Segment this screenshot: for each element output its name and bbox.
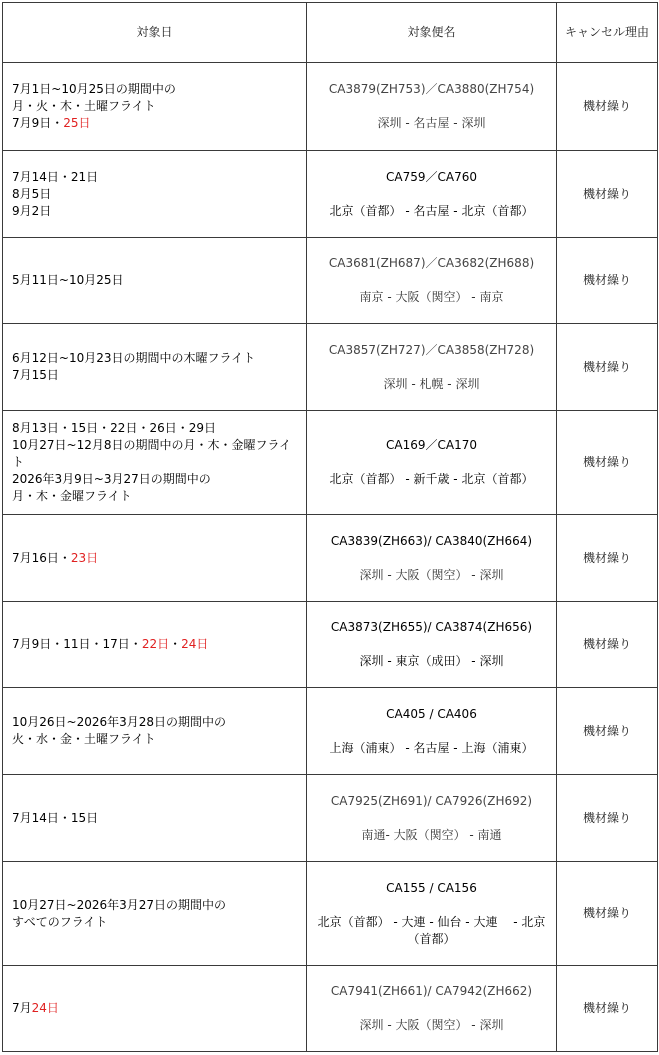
date-line [12, 272, 302, 289]
route: 南通- 大阪（関空） - 南通 [361, 827, 502, 842]
date-text: 7月9日・ [12, 116, 64, 130]
reason-cell: 機材繰り [557, 775, 658, 862]
flight-cell [307, 238, 557, 324]
date-cell [3, 324, 307, 411]
flight-cell [307, 966, 557, 1052]
flight-number: CA7941(ZH661)/ CA7942(ZH662) [330, 984, 533, 998]
date-line [12, 1000, 302, 1017]
reason-cell: 機材繰り [557, 151, 658, 238]
table-body [3, 63, 658, 1052]
date-text: 10月27日~12月8日の期間中の月・木・金曜フライト [12, 438, 292, 469]
date-line [12, 350, 302, 367]
date-text: 8月5日 [12, 186, 52, 201]
flight-cell [307, 688, 557, 775]
date-cell [3, 602, 307, 688]
flight-number: CA759／CA760 [386, 169, 477, 184]
date-cell [3, 151, 307, 238]
header-flight: 対象便名 [307, 3, 557, 63]
date-line [12, 810, 302, 827]
date-text: 6月12日~10月23日の期間中の木曜フライト [12, 351, 256, 365]
reason-cell: 機材繰り [557, 324, 658, 411]
flight-cell [307, 775, 557, 862]
date-line [12, 636, 302, 653]
header-row [3, 3, 658, 63]
date-text: 月・火・木・土曜フライト [12, 99, 156, 113]
date-text: 10月27日~2026年3月27日の期間中の [12, 897, 227, 912]
flight-number: CA3839(ZH663)/ CA3840(ZH664) [330, 533, 533, 548]
date-text-highlighted: 25日 [63, 116, 91, 130]
date-text: 7月9日・11日・17日・ [12, 637, 142, 651]
date-text: 10月26日~2026年3月28日の期間中の [12, 715, 227, 729]
date-text: 7月14日・15日 [12, 810, 99, 825]
route: 深圳 - 大阪（関空） - 深圳 [359, 1018, 504, 1032]
flight-cell [307, 602, 557, 688]
date-cell [3, 515, 307, 602]
date-text: 火・水・金・土曜フライト [12, 732, 156, 746]
table-row [3, 775, 658, 862]
date-line [12, 471, 302, 488]
reason-cell: 機材繰り [557, 515, 658, 602]
flight-cell [307, 411, 557, 515]
date-text: 7月 [12, 1001, 32, 1015]
table-row [3, 324, 658, 411]
table-row [3, 151, 658, 238]
flight-number: CA3879(ZH753)／CA3880(ZH754) [328, 82, 535, 96]
flight-number: CA3873(ZH655)/ CA3874(ZH656) [330, 620, 533, 634]
reason-cell: 機材繰り [557, 411, 658, 515]
date-line [12, 488, 302, 505]
reason-cell: 機材繰り [557, 602, 658, 688]
date-line [12, 98, 302, 115]
route: 深圳 - 東京（成田） - 深圳 [359, 654, 504, 668]
date-text-highlighted: 22日 [141, 637, 170, 651]
date-text: 9月2日 [12, 203, 52, 218]
date-text: ・ [169, 637, 182, 651]
reason-cell: 機材繰り [557, 862, 658, 966]
cancellation-table [2, 2, 658, 1052]
reason-cell: 機材繰り [557, 966, 658, 1052]
flight-cell [307, 862, 557, 966]
reason-cell: 機材繰り [557, 63, 658, 151]
table-row [3, 411, 658, 515]
flight-cell [307, 151, 557, 238]
date-text-highlighted: 23日 [70, 550, 99, 565]
route: 深圳 - 名古屋 - 深圳 [377, 116, 486, 130]
date-cell [3, 411, 307, 515]
table-row [3, 515, 658, 602]
date-text: 8月13日・15日・22日・26日・29日 [12, 421, 216, 435]
date-cell [3, 63, 307, 151]
flight-number: CA3857(ZH727)／CA3858(ZH728) [328, 342, 535, 357]
flight-cell [307, 515, 557, 602]
date-text: 7月14日・21日 [12, 169, 99, 184]
route: 南京 - 大阪（関空） - 南京 [359, 290, 504, 304]
flight-number: CA405 / CA406 [386, 706, 477, 721]
date-cell [3, 862, 307, 966]
flight-number: CA3681(ZH687)／CA3682(ZH688) [328, 256, 535, 270]
date-cell [3, 238, 307, 324]
table-header [3, 3, 658, 63]
route: 北京（首都） - 名古屋 - 北京（首都） [329, 203, 534, 218]
date-line [12, 731, 302, 748]
date-text-highlighted: 24日 [181, 637, 209, 651]
date-line [12, 714, 302, 731]
header-date: 対象日 [3, 3, 307, 63]
date-line [12, 81, 302, 98]
date-line [12, 550, 302, 567]
date-line [12, 420, 302, 437]
date-line [12, 203, 302, 220]
table-row [3, 63, 658, 151]
date-cell [3, 966, 307, 1052]
table-row [3, 238, 658, 324]
table-row [3, 602, 658, 688]
header-reason: キャンセル理由 [557, 3, 658, 63]
date-cell [3, 688, 307, 775]
flight-cell [307, 324, 557, 411]
date-line [12, 914, 302, 931]
reason-cell: 機材繰り [557, 688, 658, 775]
date-text: 7月16日・ [12, 550, 71, 565]
date-line [12, 115, 302, 132]
date-text: すべてのフライト [12, 914, 108, 929]
flight-number: CA7925(ZH691)/ CA7926(ZH692) [330, 793, 533, 808]
date-text: 月・木・金曜フライト [12, 489, 132, 503]
date-text-highlighted: 24日 [31, 1001, 59, 1015]
table-row [3, 966, 658, 1052]
route: 深圳 - 大阪（関空） - 深圳 [359, 567, 504, 582]
reason-cell: 機材繰り [557, 238, 658, 324]
route: 深圳 - 札幌 - 深圳 [383, 376, 480, 391]
date-line [12, 437, 302, 471]
route: 北京（首都） - 大連 - 仙台 - 大連 - 北京（首都） [317, 914, 546, 946]
date-text: 5月11日~10月25日 [12, 273, 124, 287]
flight-number: CA155 / CA156 [386, 880, 477, 895]
route: 上海（浦東） - 名古屋 - 上海（浦東） [329, 740, 534, 755]
date-text: 7月15日 [12, 368, 59, 382]
date-line [12, 367, 302, 384]
date-line [12, 169, 302, 186]
date-text: 7月1日~10月25日の期間中の [12, 82, 176, 96]
route: 北京（首都） - 新千歳 - 北京（首都） [329, 472, 534, 486]
table-row [3, 688, 658, 775]
date-line [12, 897, 302, 914]
date-line [12, 186, 302, 203]
date-cell [3, 775, 307, 862]
table-row [3, 862, 658, 966]
flight-number: CA169／CA170 [386, 438, 477, 452]
date-text: 2026年3月9日~3月27日の期間中の [12, 472, 211, 486]
flight-cell [307, 63, 557, 151]
